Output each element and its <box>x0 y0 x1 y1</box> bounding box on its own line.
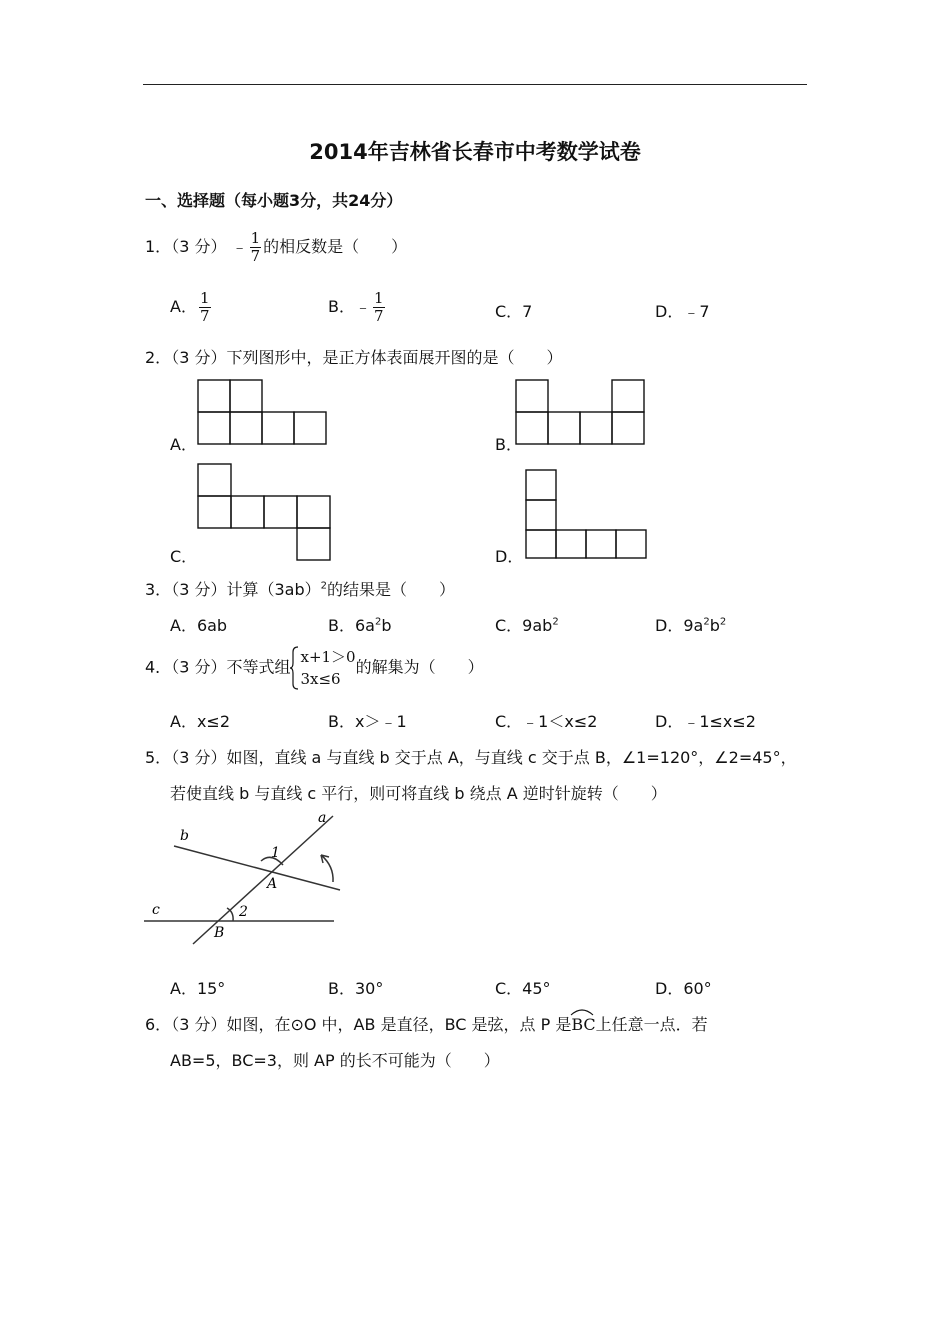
q4-option-c[interactable]: C．﹣1＜x≤2 <box>495 712 598 731</box>
q3-option-c[interactable] <box>495 613 559 636</box>
question-6-stem <box>145 1012 708 1035</box>
line-b <box>174 846 340 890</box>
q1-minus: ﹣ <box>231 237 248 256</box>
q3-c-pre: C．9ab <box>495 616 553 635</box>
q3-d-mid: b <box>709 616 720 635</box>
q6-arc-label: BC <box>571 1015 596 1034</box>
q2-net-d-figure <box>524 468 648 562</box>
q5-line1: 如图，直线 a 与直线 b 交于点 A，与直线 c 交于点 B，∠1=120°，∠2=45°， <box>226 748 797 767</box>
question-1-stem <box>145 230 407 265</box>
label-point-a: A <box>267 876 278 892</box>
q6-line1-post: 上任意一点．若 <box>595 1015 708 1034</box>
q3-stem-pre: 计算（3ab） <box>226 580 321 599</box>
q1-option-a[interactable] <box>170 290 213 325</box>
q4-stem-pre: 不等式组 <box>226 657 291 677</box>
q3-stem-post: 的结果是（ ） <box>327 580 456 599</box>
q3-d-pre: D．9a <box>655 616 704 635</box>
label-angle-1: 1 <box>271 845 280 861</box>
q5-figure <box>140 808 350 948</box>
q3-b-post: b <box>381 616 392 635</box>
q1-b-num: 1 <box>374 289 384 307</box>
q1-option-a-fraction <box>199 290 211 325</box>
q3-option-b[interactable] <box>328 613 392 636</box>
label-c: c <box>152 902 160 918</box>
section-heading: 一、选择题（每小题3分，共24分） <box>145 191 403 210</box>
label-angle-2: 2 <box>239 904 248 920</box>
q4-option-b[interactable]: B．x＞﹣1 <box>328 712 407 731</box>
q3-c-exp: 2 <box>552 616 559 628</box>
q6-score: （3 分） <box>171 1015 227 1034</box>
q1-option-a-label: A． <box>170 297 197 316</box>
q2-net-b-figure <box>514 378 648 446</box>
q2-option-c-label[interactable]: C． <box>170 547 198 566</box>
header-rule <box>143 84 807 85</box>
q4-option-d[interactable]: D．﹣1≤x≤2 <box>655 712 756 731</box>
q3-b-pre: B．6a <box>328 616 375 635</box>
q3-d-exp1: 2 <box>703 616 710 628</box>
q4-brace-icon <box>290 646 299 690</box>
label-point-b: B <box>214 925 225 941</box>
q6-arc-bc <box>571 1015 595 1034</box>
q4-option-a[interactable]: A．x≤2 <box>170 712 231 731</box>
q5-line2: 若使直线 b 与直线 c 平行，则可将直线 b 绕点 A 逆时针旋转（ ） <box>170 784 667 803</box>
q1-score: （3 分） <box>171 237 227 256</box>
label-a: a <box>318 810 327 826</box>
q3-d-exp2: 2 <box>719 616 727 628</box>
question-3-stem <box>145 577 455 600</box>
q1-frac-den: 7 <box>250 247 261 265</box>
q1-a-den: 7 <box>199 307 210 325</box>
q4-inequality-system <box>290 646 355 690</box>
q5-number: 5． <box>145 748 172 767</box>
arc-symbol-icon <box>570 1008 594 1016</box>
q1-option-d[interactable]: D．﹣7 <box>655 302 710 321</box>
q4-system-line2: 3x≤6 <box>300 670 341 688</box>
q3-option-d[interactable] <box>655 613 726 636</box>
q1-b-den: 7 <box>374 307 384 325</box>
q1-frac-num: 1 <box>250 229 261 247</box>
q5-option-b[interactable]: B．30° <box>328 979 384 998</box>
question-2-stem <box>145 345 562 368</box>
label-b: b <box>180 828 189 844</box>
q4-score: （3 分） <box>171 657 227 677</box>
q1-option-b-label: B． <box>328 297 355 316</box>
q4-system-line1: x+1＞0 <box>300 648 356 666</box>
q1-a-num: 1 <box>199 289 210 307</box>
q6-line2: AB=5，BC=3，则 AP 的长不可能为（ ） <box>170 1051 500 1070</box>
rotation-arrow <box>321 855 333 882</box>
angle-2-arc <box>227 908 233 921</box>
q2-option-b-label[interactable]: B． <box>495 435 522 454</box>
q2-net-c-figure <box>196 462 334 562</box>
q2-option-a-label[interactable]: A． <box>170 435 197 454</box>
q1-option-c[interactable]: C．7 <box>495 302 533 321</box>
q6-line1-pre: 如图，在⊙O 中，AB 是直径，BC 是弦，点 P 是 <box>226 1015 572 1034</box>
q2-number: 2． <box>145 348 172 367</box>
q4-number: 4． <box>145 657 172 677</box>
q3-option-a[interactable]: A．6ab <box>170 616 228 635</box>
q3-number: 3． <box>145 580 172 599</box>
q1-b-minus: ﹣ <box>354 297 371 316</box>
q2-net-a-figure <box>196 378 330 446</box>
question-5-stem <box>145 745 797 768</box>
q3-score: （3 分） <box>171 580 227 599</box>
q1-stem-text: 的相反数是（ ） <box>263 237 408 256</box>
q3-stem-exponent: 2 <box>320 580 327 592</box>
page-title: 2014年吉林省长春市中考数学试卷 <box>309 140 641 164</box>
q5-option-d[interactable]: D．60° <box>655 979 712 998</box>
q6-number: 6． <box>145 1015 172 1034</box>
q2-option-d-label[interactable]: D． <box>495 547 524 566</box>
q2-score: （3 分） <box>171 348 227 367</box>
q5-option-c[interactable]: C．45° <box>495 979 551 998</box>
q2-stem-text: 下列图形中，是正方体表面展开图的是（ ） <box>226 348 563 367</box>
q5-option-a[interactable]: A．15° <box>170 979 226 998</box>
q4-stem-post: 的解集为（ ） <box>355 657 484 677</box>
q3-b-exp: 2 <box>374 616 382 628</box>
q1-fraction <box>250 230 262 265</box>
q5-score: （3 分） <box>171 748 227 767</box>
question-4-stem <box>145 646 484 690</box>
q1-option-b[interactable] <box>328 290 387 325</box>
q1-option-b-fraction <box>373 290 385 325</box>
q1-number: 1． <box>145 237 172 256</box>
